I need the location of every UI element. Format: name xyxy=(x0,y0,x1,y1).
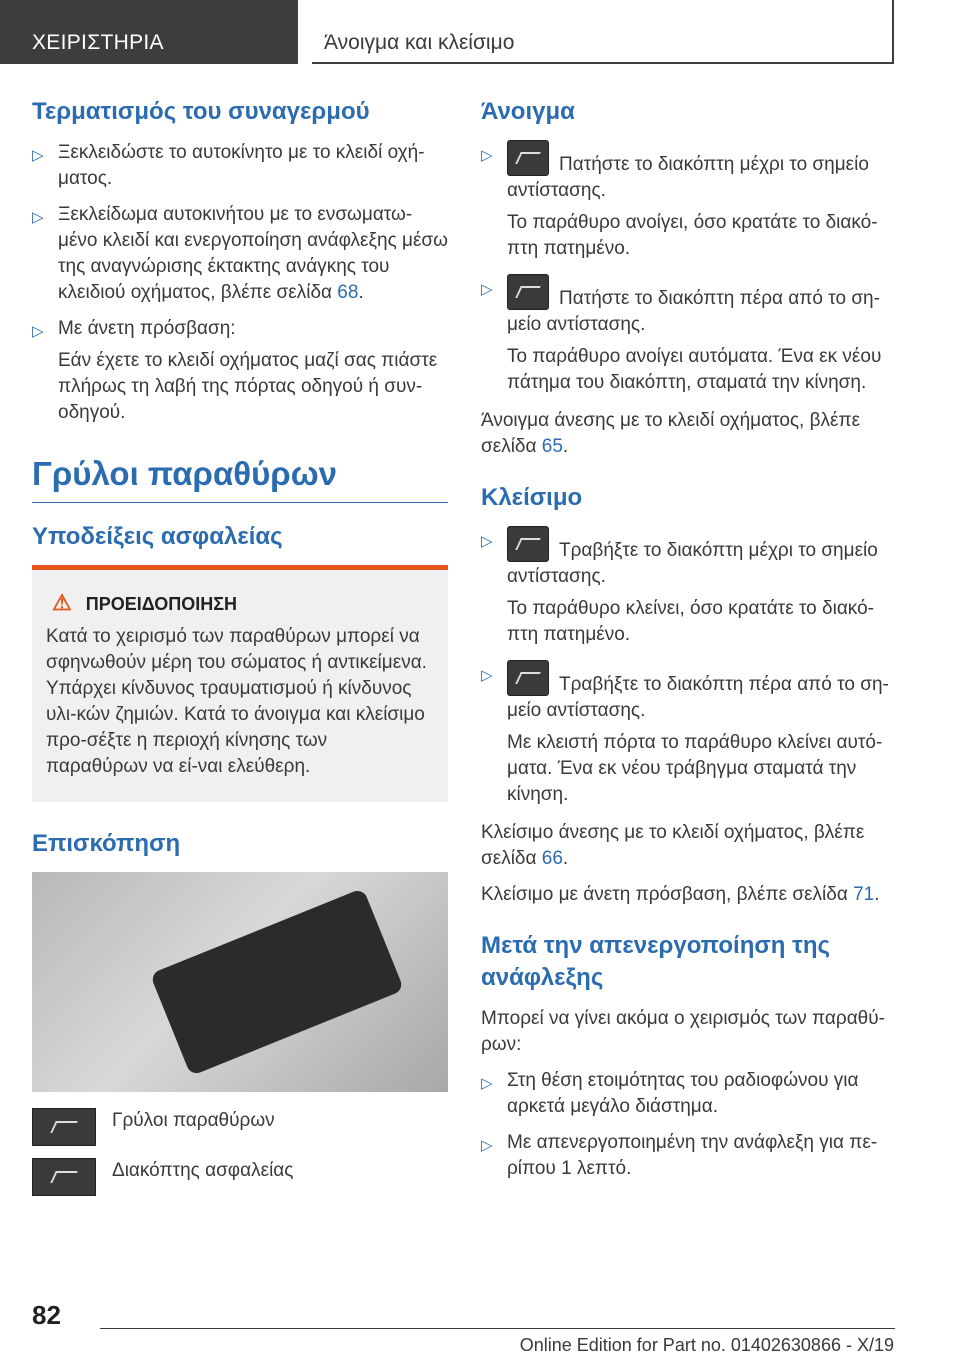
page-link[interactable]: 65 xyxy=(541,436,563,457)
heading-closing: Κλείσιμο xyxy=(481,484,583,511)
list-item-detail: Το παράθυρο ανοίγει αυτόματα. Ένα εκ νέου πάτημα του διακόπτη, σταματά την κίνηση. xyxy=(507,346,882,393)
list-item-detail: Το παράθυρο ανοίγει, όσο κρατάτε το διακό-πτη πατημένο. xyxy=(507,212,878,259)
page-number: 82 xyxy=(32,1300,61,1330)
heading-safety: Υποδείξεις ασφαλείας xyxy=(32,523,283,550)
window-switch-icon xyxy=(507,526,549,562)
paragraph: Μπορεί να γίνει ακόμα ο χειρισμός των παραθύ-ρων: xyxy=(481,1008,885,1055)
header-topic-tab xyxy=(312,0,894,64)
safety-switch-icon xyxy=(32,1158,96,1196)
page-link[interactable]: 68 xyxy=(337,282,359,303)
paragraph: Άνοιγμα άνεσης με το κλειδί οχήματος, βλέπε σελίδα 65. xyxy=(481,410,861,457)
bullet-triangle-icon: ▷ xyxy=(481,1075,493,1092)
list-item: ▷ Στη θέση ετοιμότητας του ραδιοφώνου για αρκετά μεγάλο διάστημα. xyxy=(481,1070,859,1117)
list-item: ▷ Τραβήξτε το διακόπτη μέχρι το σημείο αντίστασης. xyxy=(481,526,895,590)
window-lift-icon xyxy=(32,1108,96,1146)
bullet-triangle-icon: ▷ xyxy=(32,209,44,226)
door-panel-photo xyxy=(32,872,448,1092)
window-switch-icon xyxy=(507,140,549,176)
list-item-detail: Το παράθυρο κλείνει, όσο κρατάτε το διακό-πτη πατημένο. xyxy=(507,598,874,645)
heading-window-lifts: Γρύλοι παραθύρων xyxy=(32,455,337,492)
bullet-triangle-icon: ▷ xyxy=(481,281,493,298)
list-item: ▷ Με άνετη πρόσβαση: xyxy=(32,316,448,342)
list-item: ▷ Πατήστε το διακόπτη μέχρι το σημείο αντίστασης. xyxy=(481,140,895,204)
bullet-triangle-icon: ▷ xyxy=(481,667,493,684)
list-item-detail: Εάν έχετε το κλειδί οχήματος μαζί σας πιάστε πλήρως τη λαβή της πόρτας οδηγού ή συν-οδηγού. xyxy=(58,350,438,423)
window-switch-icon xyxy=(507,660,549,696)
bullet-triangle-icon: ▷ xyxy=(32,323,44,340)
header-section-tab xyxy=(0,0,298,64)
header-topic-label: Άνοιγμα και κλείσιμο xyxy=(324,31,515,54)
heading-end-alarm: Τερματισμός του συναγερμού xyxy=(32,98,370,125)
warning-triangle-icon: ⚠ xyxy=(52,590,72,615)
list-item: ▷ Με απενεργοποιημένη την ανάφλεξη για πε-ρίπου 1 λεπτό. xyxy=(481,1132,878,1179)
list-item: ▷ Πατήστε το διακόπτη πέρα από το ση-μείο αντίστασης. xyxy=(481,274,895,338)
page-link[interactable]: 66 xyxy=(541,848,563,869)
heading-after-ignition: Μετά την απενεργοποίηση της ανάφλεξης xyxy=(481,932,830,991)
footer-rule xyxy=(100,1328,895,1329)
heading-overview: Επισκόπηση xyxy=(32,830,181,857)
paragraph: Κλείσιμο άνεσης με το κλειδί οχήματος, βλέπε σελίδα 66. xyxy=(481,822,865,869)
footer-edition: Online Edition for Part no. 01402630866 - X/19 xyxy=(519,1335,894,1355)
legend-item: Γρύλοι παραθύρων xyxy=(32,1108,448,1146)
heading-rule xyxy=(32,502,448,503)
window-switch-icon xyxy=(507,274,549,310)
list-item: ▷ Ξεκλειδώστε το αυτοκίνητο με το κλειδί οχή-ματος. xyxy=(32,142,425,189)
page-link[interactable]: 71 xyxy=(853,884,875,905)
right-column xyxy=(481,96,895,1192)
left-column xyxy=(32,96,448,1208)
header-section-label: ΧΕΙΡΙΣΤΗΡΙΑ xyxy=(32,31,164,54)
warning-text: Κατά το χειρισμό των παραθύρων μπορεί να σφηνωθούν μέρη του σώματος ή αντικείμενα. Υπάρχει κίνδυνος τραυματισμού ή κίνδυνος υλι-κών ζημιών. Κατά το άνοιγμα και κλείσιμο προ-σέξτε η περιοχή κίνησης των παραθύρων να εί-ναι ελεύθερη. xyxy=(46,626,427,777)
warning-title: ΠΡΟΕΙΔΟΠΟΙΗΣΗ xyxy=(85,594,238,614)
warning-box xyxy=(32,565,448,802)
list-item: ▷ Ξεκλείδωμα αυτοκινήτου με το ενσωματω-μένο κλειδί και ενεργοποίηση ανάφλεξης μέσω της αναγνώρισης έκτακτης ανάγκης του κλειδιού οχήματος, βλέπε σελίδα 68. xyxy=(32,204,448,303)
heading-opening: Άνοιγμα xyxy=(481,98,575,125)
legend-item: Διακόπτης ασφαλείας xyxy=(32,1158,448,1196)
list-item: ▷ Τραβήξτε το διακόπτη πέρα από το ση-μείο αντίστασης. xyxy=(481,660,895,724)
paragraph: Κλείσιμο με άνετη πρόσβαση, βλέπε σελίδα 71. xyxy=(481,884,880,905)
bullet-triangle-icon: ▷ xyxy=(32,147,44,164)
bullet-triangle-icon: ▷ xyxy=(481,533,493,550)
list-item-detail: Με κλειστή πόρτα το παράθυρο κλείνει αυτό-ματα. Ένα εκ νέου τράβηγμα σταματά την κίνηση. xyxy=(507,732,883,805)
bullet-triangle-icon: ▷ xyxy=(481,147,493,164)
bullet-triangle-icon: ▷ xyxy=(481,1137,493,1154)
